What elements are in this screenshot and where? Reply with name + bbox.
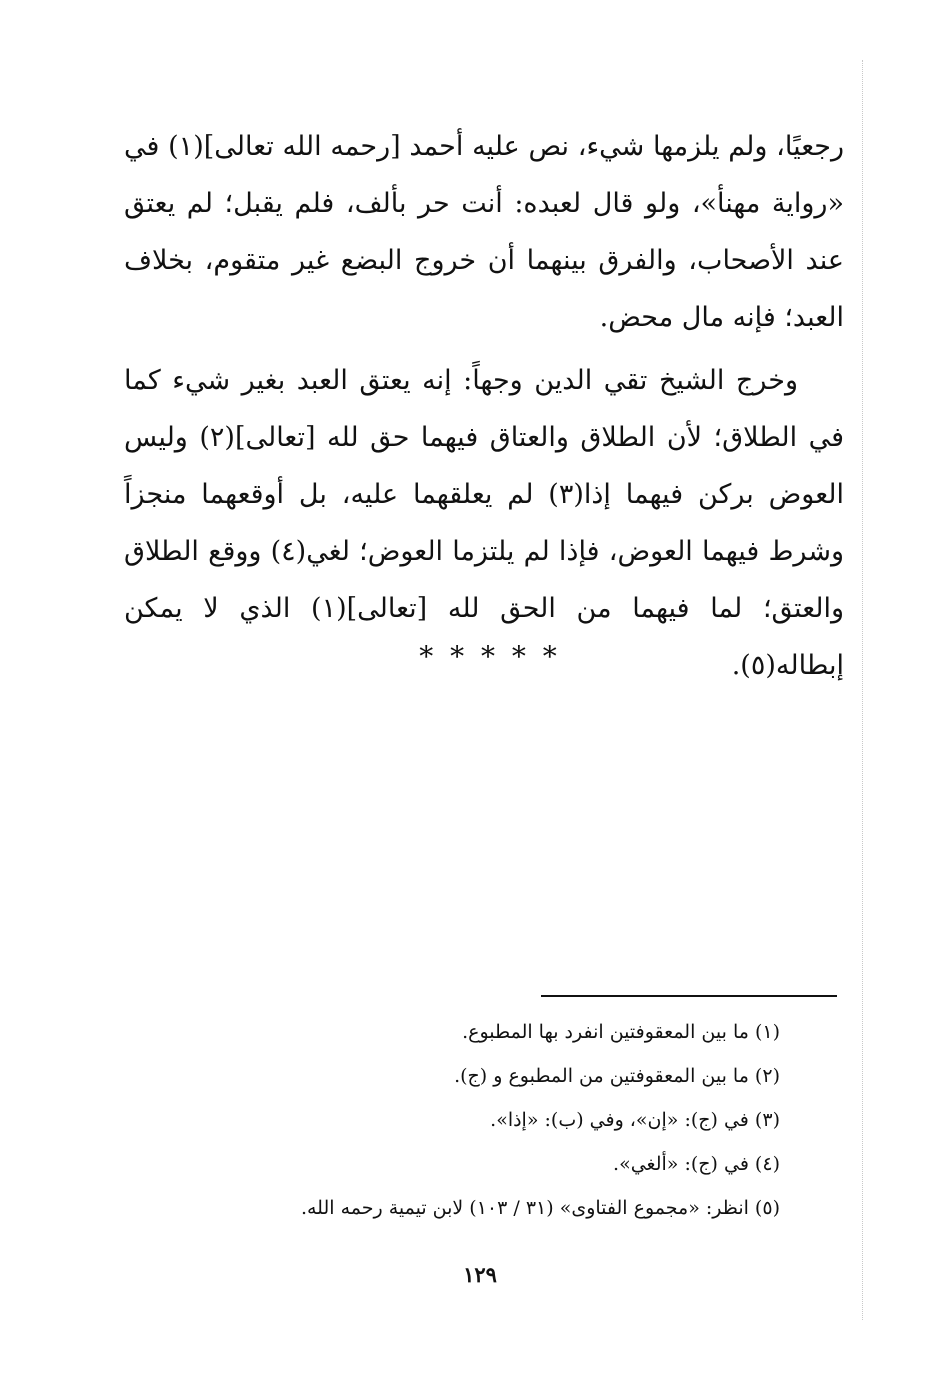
footnote-4: (٤) في (ج): «ألغي». <box>613 1153 780 1175</box>
footnote-5: (٥) انظر: «مجموع الفتاوى» (٣١ / ١٠٣) لابن تيمية رحمه الله. <box>300 1197 780 1219</box>
footnotes <box>150 1010 780 1230</box>
paragraph-1: رجعيًا، ولم يلزمها شيء، نص عليه أحمد [رحمه الله تعالى](١) في «رواية مهنأ»، ولو قال لعبده: أنت حر بألف، فلم يقبل؛ لم يعتق عند الأصحاب، والفرق بينهما أن خروج البضع غير متقوم، بخلاف العبد؛ فإنه مال محض. <box>124 131 845 333</box>
main-text <box>124 118 844 694</box>
paragraph-2: وخرج الشيخ تقي الدين وجهاً: إنه يعتق العبد بغير شيء كما في الطلاق؛ لأن الطلاق والعتاق فيهما حق لله [تعالى](٢) وليس العوض بركن فيهما إذا(٣) لم يعلقهما عليه، بل أوقعهما منجزاً وشرط فيهما العوض، فإذا لم يلتزما العوض؛ لغي(٤) ووقع الطلاق والعتق؛ لما فيهما من الحق لله [تعالى](١) الذي لا يمكن إبطاله(٥). <box>124 365 844 681</box>
margin-dotted-line <box>862 60 863 1320</box>
footnote-separator-line <box>541 995 837 997</box>
footnote-3: (٣) في (ج): «إن»، وفي (ب): «إذا». <box>490 1109 780 1131</box>
section-separator-stars: * * * * * <box>419 640 561 673</box>
footnote-2: (٢) ما بين المعقوفتين من المطبوع و (ج). <box>454 1065 780 1087</box>
page-number: ١٢٩ <box>463 1262 497 1287</box>
footnote-1: (١) ما بين المعقوفتين انفرد بها المطبوع. <box>462 1021 780 1043</box>
